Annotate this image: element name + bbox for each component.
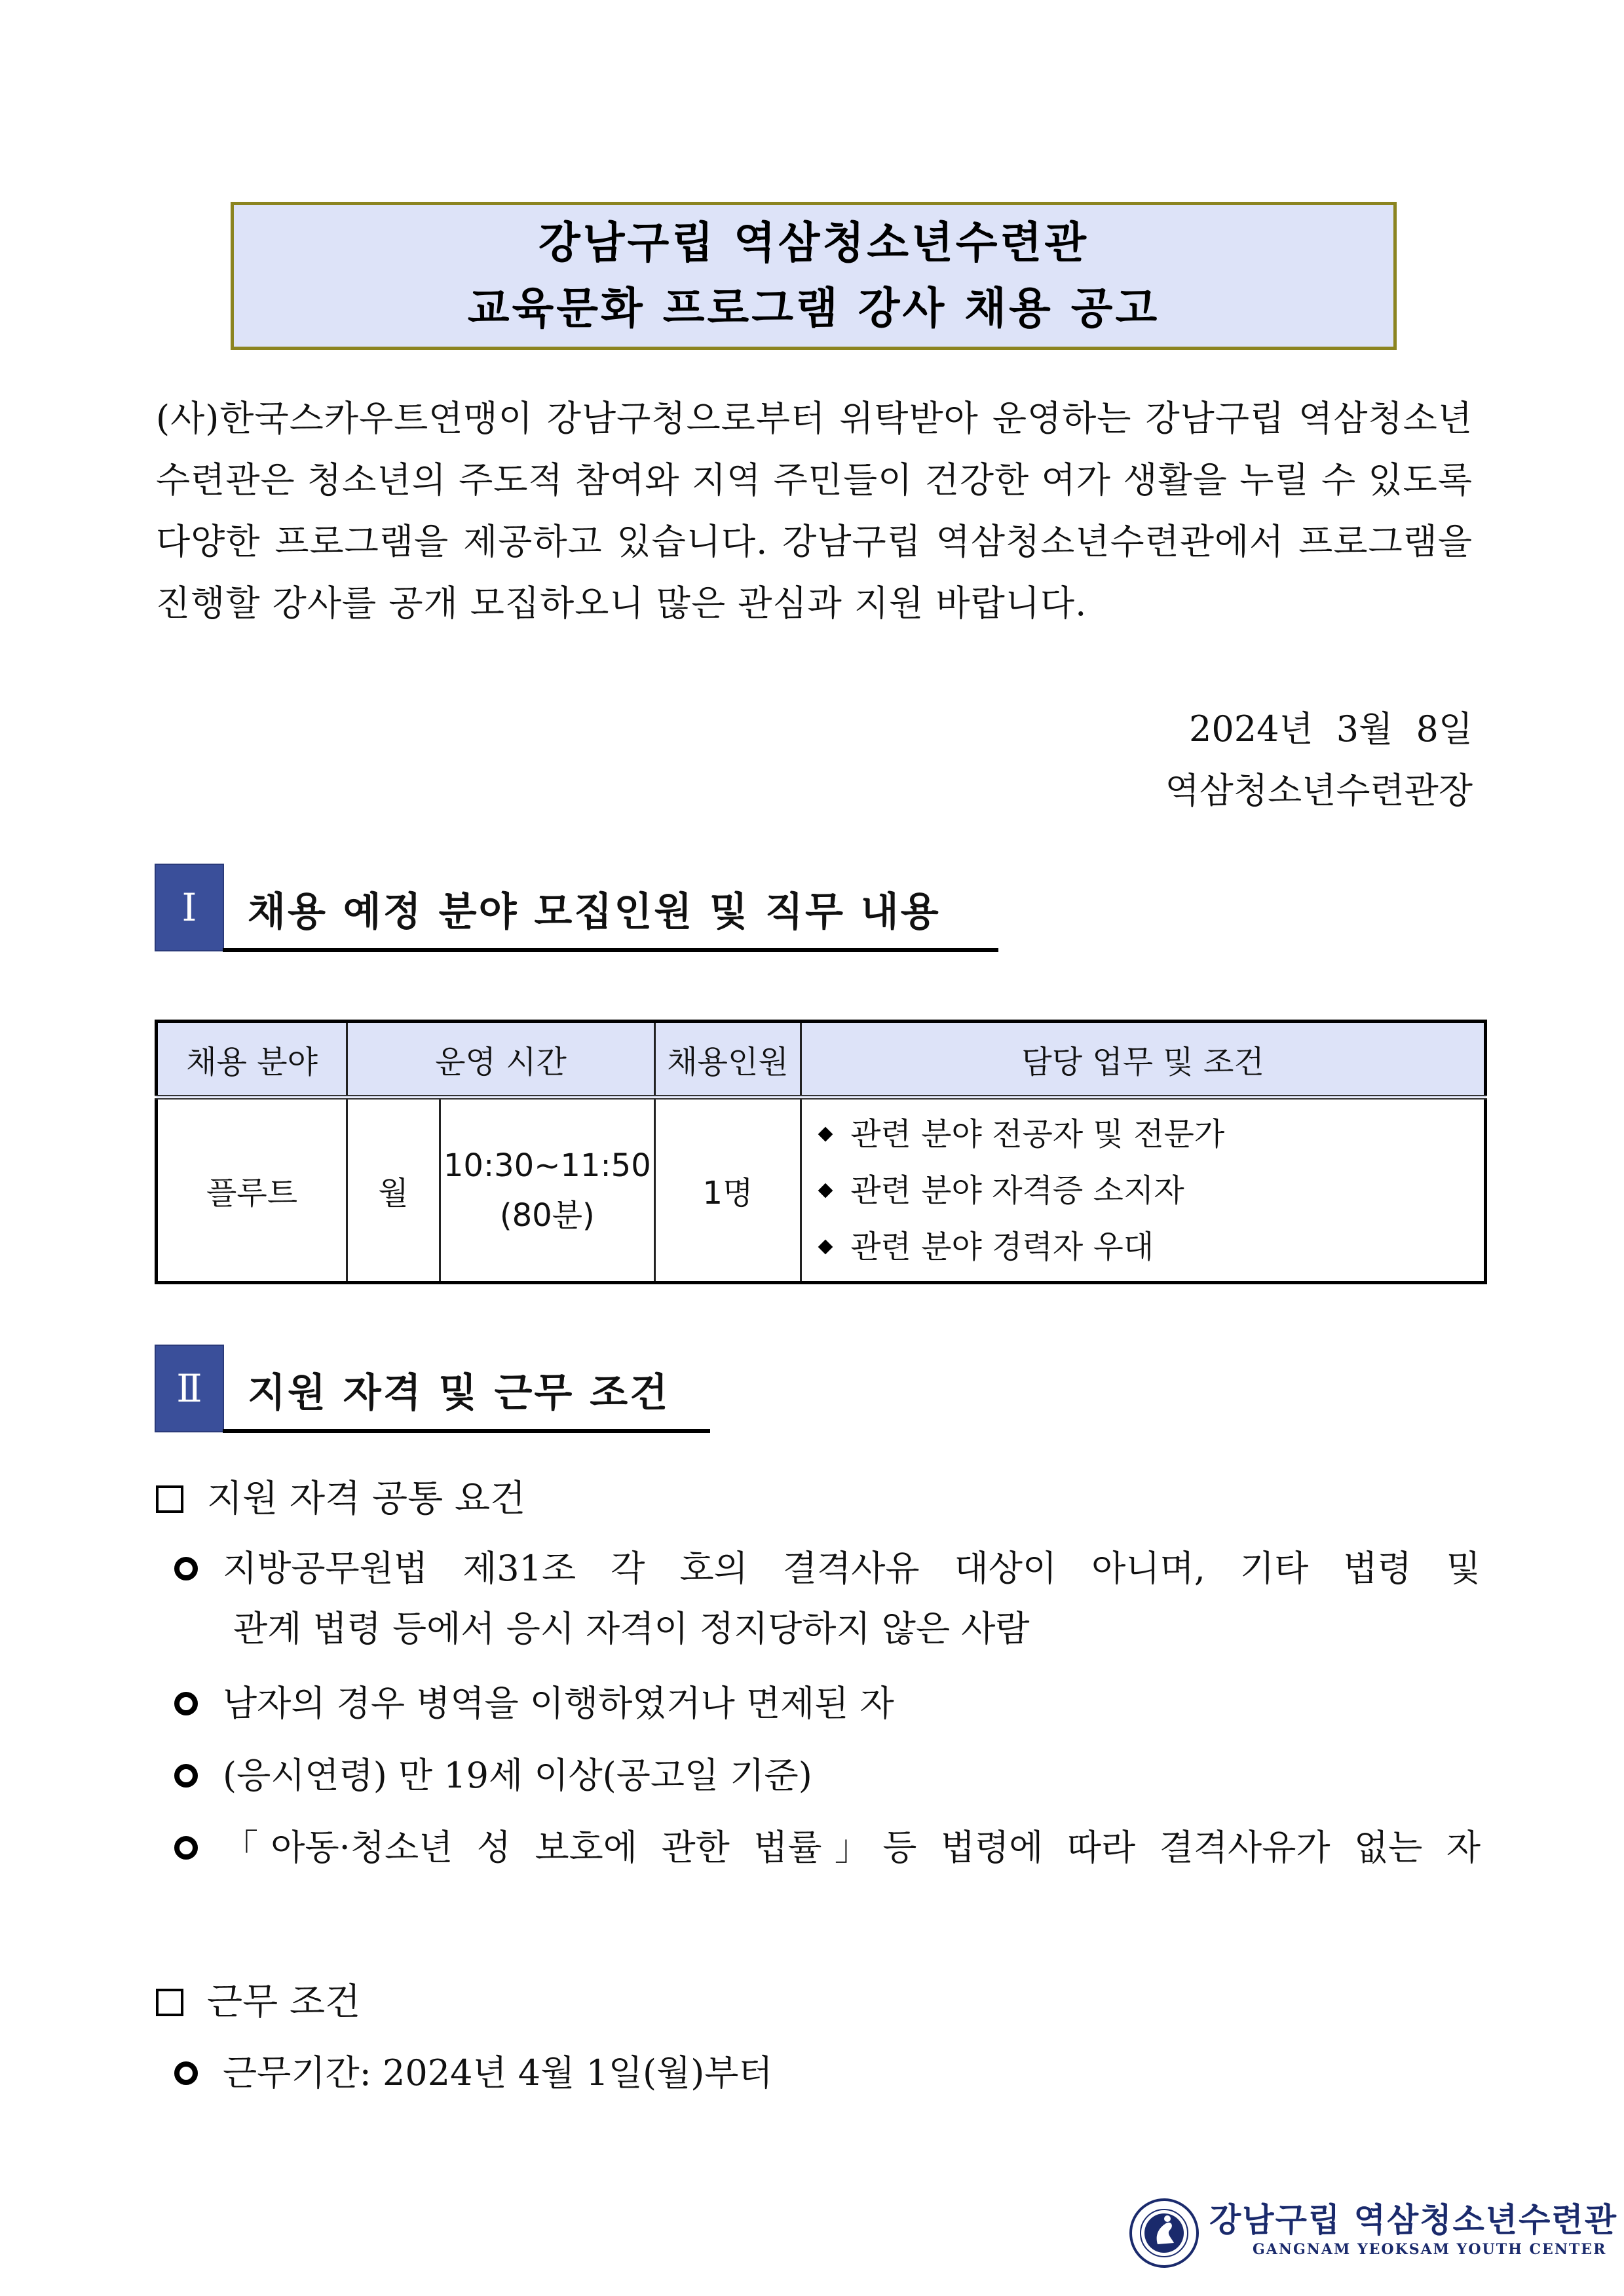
title-line-2: 교육문화 프로그램 강사 채용 공고 — [467, 283, 1160, 334]
title-line-1: 강남구립 역삼청소년수련관 — [538, 218, 1089, 268]
section-2-underline — [223, 1429, 710, 1433]
header-duties: 담당 업무 및 조건 — [801, 1022, 1486, 1098]
list-item: 「아동·청소년 성 보호에 관한 법률」등 법령에 따라 결격사유가 없는 자 — [174, 1822, 1481, 1874]
duty-item: 관련 분야 전공자 및 전문가 — [814, 1106, 1484, 1162]
work-conditions-heading: 근무 조건 — [156, 1976, 360, 2029]
cell-day: 월 — [347, 1098, 440, 1283]
checkbox-square-icon — [156, 1485, 183, 1513]
ring-bullet-icon — [174, 1692, 198, 1715]
time-duration: (80분) — [499, 1196, 595, 1234]
announcement-date: 2024년 3월 8일 — [1189, 708, 1473, 750]
duty-item: 관련 분야 자격증 소지자 — [814, 1162, 1484, 1219]
ring-bullet-icon — [174, 1764, 198, 1788]
cell-field: 플루트 — [157, 1098, 347, 1283]
ring-bullet-icon — [174, 1836, 198, 1860]
section-2-number: Ⅱ — [156, 1346, 223, 1431]
list-item: 지방공무원법 제31조 각 호의 결격사유 대상이 아니며, 기타 법령 및 — [174, 1542, 1481, 1595]
title-box — [231, 202, 1397, 350]
diamond-bullet-icon — [818, 1239, 833, 1254]
list-item: 근무기간: 2024년 4월 1일(월)부터 — [174, 2047, 773, 2099]
diamond-bullet-icon — [818, 1126, 833, 1141]
footer-org-english: GANGNAM YEOKSAM YOUTH CENTER — [1253, 2241, 1607, 2258]
ring-bullet-icon — [174, 2061, 198, 2085]
header-field: 채용 분야 — [157, 1022, 347, 1098]
section-1-number: Ⅰ — [156, 865, 223, 950]
cell-count: 1명 — [654, 1098, 801, 1283]
intro-paragraph: (사)한국스카우트연맹이 강남구청으로부터 위탁받아 운영하는 강남구립 역삼청소년수련관은 청소년의 주도적 참여와 지역 주민들이 건강한 여가 생활을 누릴 수 있도록 다양한 프로그램을 제공하고 있습니다. 강남구립 역삼청소년수련관에서 프로그램을 진행할 강사를 공개 모집하오니 많은 관심과 지원 바랍니다. — [156, 398, 1473, 624]
list-item-continuation: 관계 법령 등에서 응시 자격이 정지당하지 않은 사람 — [233, 1608, 1030, 1649]
footer-org-name: 강남구립 역삼청소년수련관 — [1209, 2200, 1618, 2239]
section-2-title: 지원 자격 및 근무 조건 — [248, 1370, 670, 1416]
diamond-bullet-icon — [818, 1183, 833, 1198]
header-time: 운영 시간 — [347, 1022, 655, 1098]
table-row — [157, 1098, 1486, 1283]
checkbox-square-icon — [156, 1989, 183, 2016]
cell-duties — [801, 1098, 1486, 1283]
common-requirements-heading: 지원 자격 공통 요건 — [156, 1473, 525, 1525]
cell-time — [440, 1098, 654, 1283]
issuer: 역삼청소년수련관장 — [1165, 770, 1473, 811]
header-count: 채용인원 — [654, 1022, 801, 1098]
time-range: 10:30~11:50 — [443, 1147, 651, 1184]
section-1-title: 채용 예정 분야 모집인원 및 직무 내용 — [248, 889, 941, 935]
list-item: 남자의 경우 병역을 이행하였거나 면제된 자 — [174, 1677, 894, 1730]
duty-item: 관련 분야 경력자 우대 — [814, 1219, 1484, 1275]
recruitment-table — [155, 1020, 1487, 1284]
section-1-underline — [223, 948, 998, 952]
youth-center-logo-icon — [1128, 2197, 1200, 2269]
ring-bullet-icon — [174, 1557, 198, 1580]
list-item: (응시연령) 만 19세 이상(공고일 기준) — [174, 1750, 812, 1802]
